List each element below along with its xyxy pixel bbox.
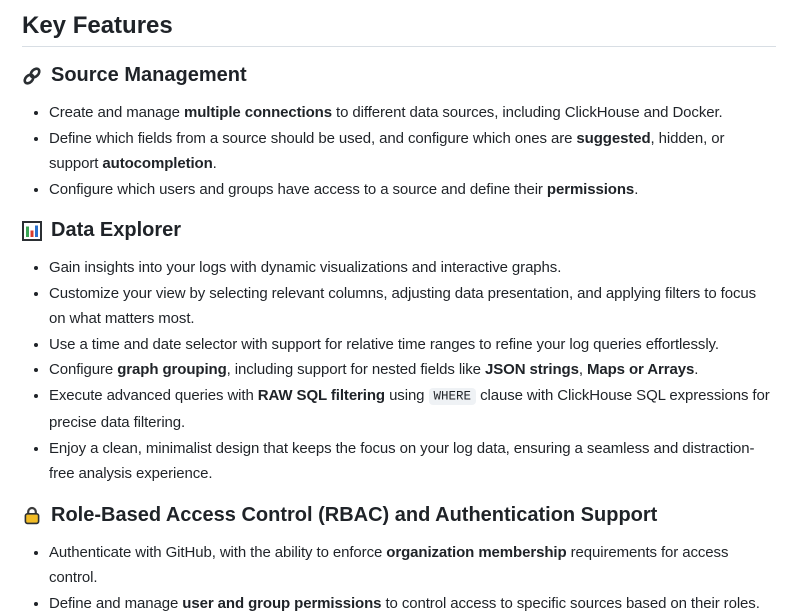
- text-run: , hidden, or support: [49, 130, 724, 173]
- sections-container: [22, 63, 776, 616]
- text-run: Authenticate with GitHub, with the ability to enforce: [49, 544, 386, 561]
- text-run: requirements for access control.: [49, 544, 728, 587]
- list-item: [49, 540, 776, 591]
- text-run: Configure: [49, 361, 117, 378]
- text-run: using: [385, 387, 429, 404]
- text-run: Use a time and date selector with support for relative time ranges to refine your log queries effortlessly.: [49, 336, 719, 353]
- text-run: to different data sources, including ClickHouse and Docker.: [332, 104, 723, 121]
- text-run: Define and manage: [49, 595, 182, 612]
- feature-list: [22, 540, 776, 616]
- section-heading: [22, 503, 776, 528]
- bar-chart-icon: [22, 221, 42, 241]
- list-item: [49, 177, 776, 203]
- list-item: [49, 357, 776, 383]
- text-run: Enjoy a clean, minimalist design that keeps the focus on your log data, ensuring a seamless and distraction-free analysis experience.: [49, 440, 754, 483]
- list-item: [49, 436, 776, 487]
- text-run: .: [634, 181, 638, 198]
- list-item: [49, 281, 776, 332]
- readme-content: [22, 13, 776, 616]
- bold-text: suggested: [576, 130, 650, 147]
- link-icon: [22, 66, 42, 86]
- text-run: .: [213, 155, 217, 172]
- text-run: Create and manage: [49, 104, 184, 121]
- list-item: [49, 332, 776, 358]
- page-title: Key Features: [22, 13, 776, 47]
- bold-text: user and group permissions: [182, 595, 381, 612]
- list-item: [49, 126, 776, 177]
- text-run: .: [694, 361, 698, 378]
- text-run: Define which fields from a source should be used, and configure which ones are: [49, 130, 576, 147]
- inline-code: WHERE: [429, 388, 477, 405]
- feature-section-data-explorer: [22, 218, 776, 487]
- section-title: Source Management: [51, 63, 247, 88]
- text-run: Customize your view by selecting relevant columns, adjusting data presentation, and applying filters to focus on what matters most.: [49, 285, 756, 328]
- list-item: [49, 255, 776, 281]
- bold-text: Maps or Arrays: [587, 361, 694, 378]
- text-run: ,: [579, 361, 587, 378]
- list-item: [49, 100, 776, 126]
- feature-section-source-management: [22, 63, 776, 202]
- feature-list: [22, 255, 776, 487]
- feature-section-rbac-authentication: [22, 503, 776, 616]
- text-run: , including support for nested fields like: [227, 361, 485, 378]
- section-title: Data Explorer: [51, 218, 181, 243]
- bold-text: multiple connections: [184, 104, 332, 121]
- bold-text: autocompletion: [102, 155, 212, 172]
- text-run: Execute advanced queries with: [49, 387, 258, 404]
- text-run: to control access to specific sources based on their roles.: [381, 595, 759, 612]
- bold-text: organization membership: [386, 544, 566, 561]
- text-run: clause with ClickHouse SQL expressions for precise data filtering.: [49, 387, 770, 432]
- bold-text: JSON strings: [485, 361, 579, 378]
- list-item: [49, 383, 776, 436]
- lock-icon: [22, 505, 42, 525]
- text-run: Gain insights into your logs with dynamic visualizations and interactive graphs.: [49, 259, 561, 276]
- feature-list: [22, 100, 776, 202]
- section-heading: [22, 218, 776, 243]
- text-run: Configure which users and groups have access to a source and define their: [49, 181, 547, 198]
- section-heading: [22, 63, 776, 88]
- bold-text: graph grouping: [117, 361, 226, 378]
- bold-text: permissions: [547, 181, 634, 198]
- section-title: Role-Based Access Control (RBAC) and Authentication Support: [51, 503, 657, 528]
- bold-text: RAW SQL filtering: [258, 387, 385, 404]
- list-item: [49, 591, 776, 616]
